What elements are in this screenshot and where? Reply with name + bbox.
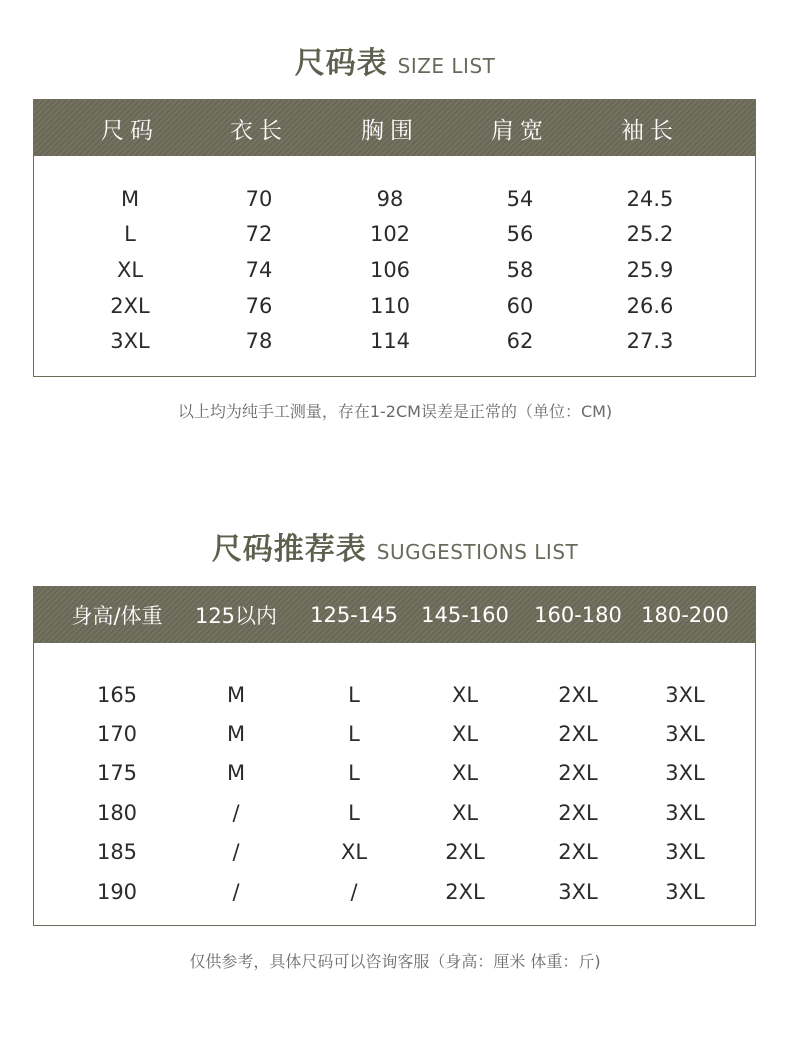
table-cell: 56 <box>506 222 534 247</box>
table-cell: 2XL <box>445 879 485 904</box>
table-cell: 2XL <box>558 722 598 747</box>
table-cell: / <box>232 840 240 865</box>
suggestions-list-title-en: SUGGESTIONS LIST <box>376 540 579 564</box>
table-row <box>34 833 755 872</box>
suggest-header-cell: 125-145 <box>310 603 398 627</box>
table-row <box>34 675 755 714</box>
suggestions-list-title-cn: 尺码推荐表 <box>211 532 367 567</box>
table-row <box>34 793 755 832</box>
suggest-header-cell: 125以内 <box>194 604 278 628</box>
table-cell: 25.9 <box>626 257 674 282</box>
size-list-title-cn: 尺码表 <box>294 46 388 81</box>
table-cell: L <box>348 722 360 747</box>
size-header-cell: 胸围 <box>361 117 419 144</box>
table-cell: L <box>348 682 360 707</box>
suggestions-table-body <box>34 643 755 911</box>
suggest-header-cell: 身高/体重 <box>71 604 163 628</box>
size-table <box>33 99 756 377</box>
table-cell: 114 <box>369 329 411 354</box>
table-cell: 106 <box>369 257 411 282</box>
table-cell: / <box>232 879 240 904</box>
table-cell: 2XL <box>558 840 598 865</box>
table-cell: 26.6 <box>626 293 674 318</box>
table-cell: 2XL <box>558 682 598 707</box>
table-cell: / <box>232 800 240 825</box>
table-cell: 3XL <box>110 329 150 354</box>
suggest-header-cell: 180-200 <box>641 603 729 627</box>
suggest-header-cell: 160-180 <box>534 603 622 627</box>
table-cell: 2XL <box>445 840 485 865</box>
size-header-cell: 袖长 <box>621 117 679 144</box>
table-cell: 78 <box>245 329 273 354</box>
table-cell: XL <box>451 761 479 786</box>
table-cell: 76 <box>245 293 273 318</box>
table-cell: L <box>348 761 360 786</box>
suggestions-table-header <box>34 587 755 643</box>
table-cell: XL <box>116 257 144 282</box>
table-cell: 3XL <box>665 722 705 747</box>
table-row <box>34 714 755 753</box>
table-cell: M <box>226 722 246 747</box>
size-list-note: 以上均为纯手工测量，存在1-2CM误差是正常的（单位：CM) <box>177 402 613 421</box>
size-header-cell: 肩宽 <box>491 117 549 144</box>
table-row <box>34 217 755 253</box>
size-table-header <box>34 100 755 156</box>
table-cell: XL <box>451 722 479 747</box>
table-cell: 175 <box>96 761 138 786</box>
table-cell: 3XL <box>665 800 705 825</box>
table-cell: M <box>120 186 140 211</box>
table-cell: M <box>226 761 246 786</box>
table-row <box>34 252 755 288</box>
table-cell: 3XL <box>558 879 598 904</box>
table-cell: 25.2 <box>626 222 674 247</box>
table-cell: 180 <box>96 800 138 825</box>
table-cell: L <box>348 800 360 825</box>
table-cell: M <box>226 682 246 707</box>
suggestions-list-note: 仅供参考，具体尺码可以咨询客服（身高：厘米 体重：斤) <box>189 952 601 971</box>
table-cell: 2XL <box>558 800 598 825</box>
table-cell: 72 <box>245 222 273 247</box>
table-cell: XL <box>340 840 368 865</box>
table-cell: 2XL <box>558 761 598 786</box>
suggestions-list-title <box>0 524 790 568</box>
table-row <box>34 323 755 359</box>
size-list-title <box>0 38 790 82</box>
table-cell: 27.3 <box>626 329 674 354</box>
table-cell: 2XL <box>110 293 150 318</box>
size-list-title-en: SIZE LIST <box>397 54 496 78</box>
table-cell: XL <box>451 800 479 825</box>
table-cell: 102 <box>369 222 411 247</box>
suggest-header-cell: 145-160 <box>421 603 509 627</box>
table-row <box>34 288 755 324</box>
table-cell: 60 <box>506 293 534 318</box>
table-cell: 3XL <box>665 879 705 904</box>
table-cell: 58 <box>506 257 534 282</box>
size-table-body <box>34 156 755 359</box>
table-cell: 165 <box>96 682 138 707</box>
size-header-cell: 衣长 <box>230 117 288 144</box>
table-cell: 3XL <box>665 840 705 865</box>
size-header-cell: 尺码 <box>101 117 159 144</box>
table-cell: 24.5 <box>626 186 674 211</box>
suggestions-table <box>33 586 756 926</box>
table-cell: 54 <box>506 186 534 211</box>
table-cell: XL <box>451 682 479 707</box>
table-cell: / <box>350 879 358 904</box>
table-cell: 190 <box>96 879 138 904</box>
table-row <box>34 872 755 911</box>
table-cell: 62 <box>506 329 534 354</box>
table-cell: 185 <box>96 840 138 865</box>
table-cell: 170 <box>96 722 138 747</box>
table-row <box>34 754 755 793</box>
table-cell: 98 <box>376 186 404 211</box>
table-cell: L <box>124 222 136 247</box>
table-cell: 74 <box>245 257 273 282</box>
table-cell: 110 <box>369 293 411 318</box>
table-row <box>34 181 755 217</box>
table-cell: 3XL <box>665 761 705 786</box>
table-cell: 3XL <box>665 682 705 707</box>
table-cell: 70 <box>245 186 273 211</box>
